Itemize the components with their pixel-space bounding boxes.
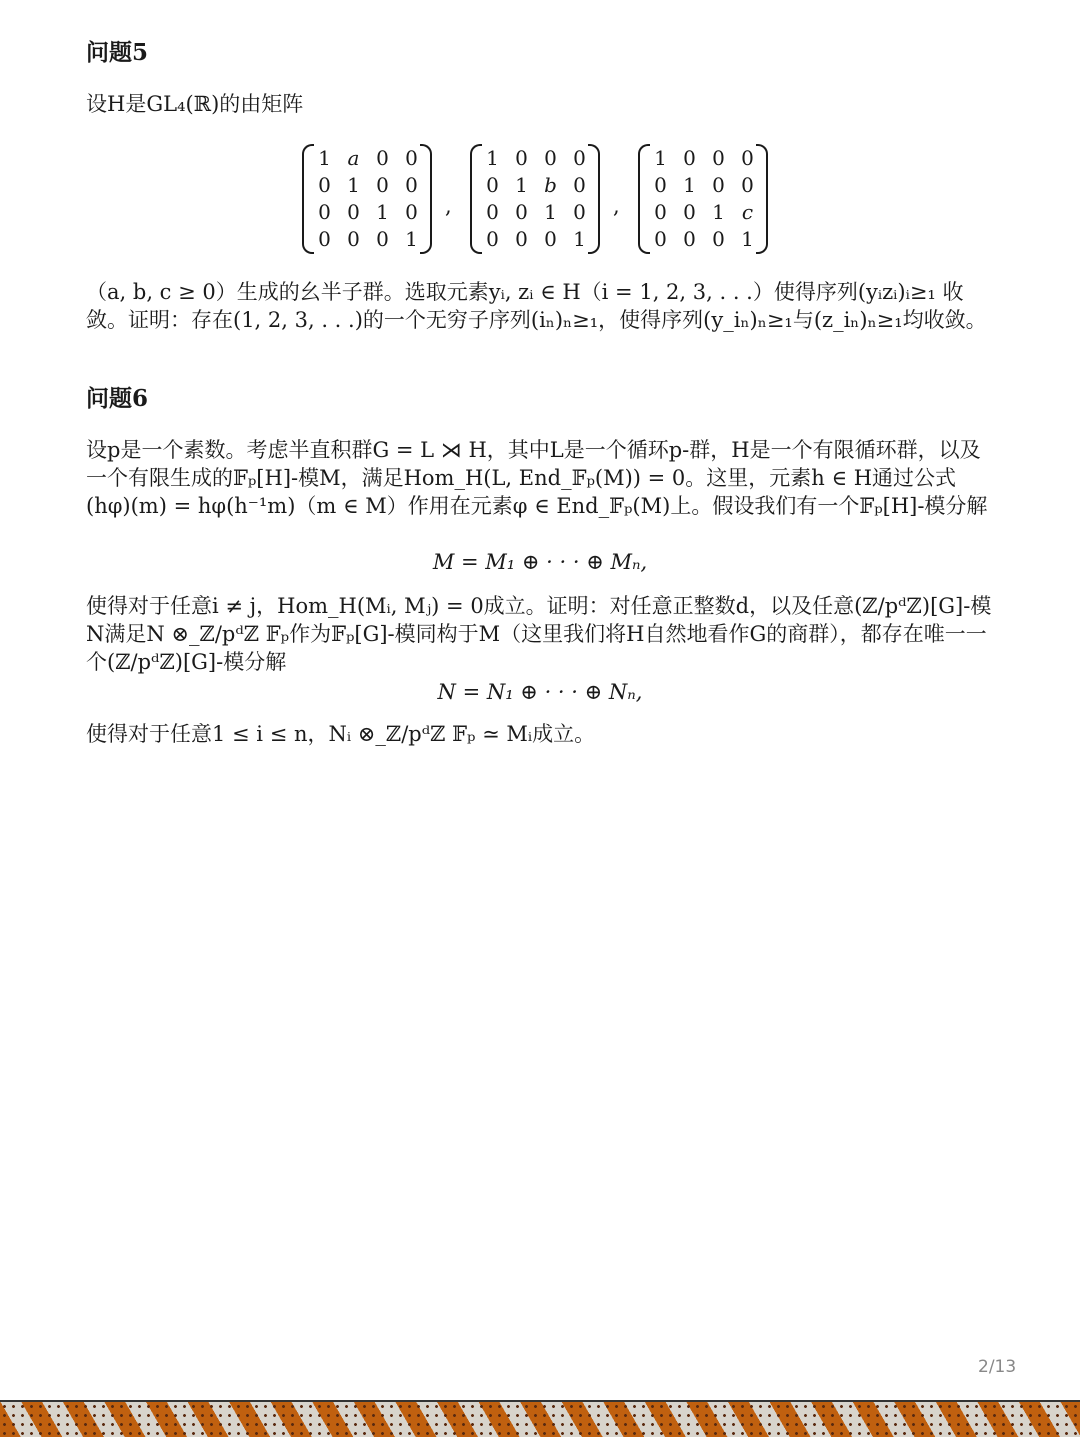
equation-n-decomposition: N = N₁ ⊕ · · · ⊕ Nₙ, bbox=[437, 680, 643, 704]
matrix-cell: 0 bbox=[405, 145, 418, 170]
matrix-cell: 1 bbox=[683, 172, 696, 197]
matrix-cell: 0 bbox=[683, 145, 696, 170]
matrix-cell: a bbox=[347, 145, 360, 170]
problem6-paragraph-3: 使得对于任意1 ≤ i ≤ n，Nᵢ ⊗_ℤ/pᵈℤ 𝔽ₚ ≃ Mᵢ成立。 bbox=[86, 722, 596, 746]
matrix-cell: 0 bbox=[515, 145, 528, 170]
matrix-cell: 0 bbox=[376, 226, 389, 251]
matrix-a bbox=[302, 142, 432, 254]
matrix-cell: 1 bbox=[486, 145, 499, 170]
matrix-cell: 0 bbox=[318, 172, 331, 197]
matrix-cell: 0 bbox=[573, 145, 586, 170]
matrix-cell: 0 bbox=[683, 226, 696, 251]
problem6-heading: 问题6 bbox=[86, 385, 149, 412]
problem6-paragraph-1: 设p是一个素数。考虑半直积群G = L ⋊ H，其中L是一个循环p-群，H是一个有限循环群，以及一个有限生成的𝔽ₚ[H]-模M，满足Hom_H(L, End_𝔽ₚ(M)) = 0。这里，元素h ∈ H通过公式(hφ)(m) = hφ(h⁻¹m)（m ∈ M）作用在元素φ ∈ End_𝔽ₚ(M)上。假设我们有一个𝔽ₚ[H]-模分解 bbox=[86, 438, 988, 518]
matrix-cell: 0 bbox=[515, 199, 528, 224]
matrix-cell: 0 bbox=[515, 226, 528, 251]
matrix-cell: 1 bbox=[712, 199, 725, 224]
matrix-cell: 1 bbox=[544, 199, 557, 224]
matrix-cell: 0 bbox=[741, 172, 754, 197]
matrix-cell: 0 bbox=[318, 199, 331, 224]
matrix-cell: 1 bbox=[654, 145, 667, 170]
equation-m-decomposition: M = M₁ ⊕ · · · ⊕ Mₙ, bbox=[432, 550, 648, 574]
matrix-cell: 0 bbox=[712, 145, 725, 170]
matrix-cell: 0 bbox=[318, 226, 331, 251]
matrix-b bbox=[470, 142, 600, 254]
matrix-cell: 1 bbox=[376, 199, 389, 224]
matrix-cell: 0 bbox=[741, 145, 754, 170]
matrix-cell: 1 bbox=[405, 226, 418, 251]
matrix-cell: 0 bbox=[654, 226, 667, 251]
matrix-cell: 0 bbox=[405, 199, 418, 224]
matrix-cell: 0 bbox=[712, 172, 725, 197]
matrix-cell: 0 bbox=[347, 199, 360, 224]
matrix-cell: 0 bbox=[347, 226, 360, 251]
matrix-cell: 0 bbox=[573, 172, 586, 197]
matrix-cell: 1 bbox=[573, 226, 586, 251]
matrix-cell: c bbox=[741, 199, 754, 224]
matrix-cell: 0 bbox=[544, 145, 557, 170]
matrix-separator: , bbox=[613, 194, 620, 218]
matrix-c bbox=[638, 142, 768, 254]
matrix-cell: 0 bbox=[654, 199, 667, 224]
matrix-separator: , bbox=[445, 194, 452, 218]
matrix-cell: 1 bbox=[318, 145, 331, 170]
matrix-cell: 0 bbox=[376, 145, 389, 170]
matrix-cell: 0 bbox=[405, 172, 418, 197]
problem5-heading: 问题5 bbox=[86, 39, 149, 66]
matrix-cell: 0 bbox=[376, 172, 389, 197]
matrix-cell: 0 bbox=[683, 199, 696, 224]
matrix-cell: 0 bbox=[486, 172, 499, 197]
matrix-cell: b bbox=[544, 172, 557, 197]
decorative-border-strip bbox=[0, 1400, 1080, 1437]
matrix-cell: 1 bbox=[515, 172, 528, 197]
matrix-cell: 0 bbox=[654, 172, 667, 197]
page-number: 2/13 bbox=[978, 1357, 1017, 1377]
problem6-paragraph-2: 使得对于任意i ≠ j，Hom_H(Mᵢ, Mⱼ) = 0成立。证明：对任意正整数d，以及任意(ℤ/pᵈℤ)[G]-模N满足N ⊗_ℤ/pᵈℤ 𝔽ₚ作为𝔽ₚ[G]-模同构于M（这里我们将H自然地看作G的商群），都存在唯一一个(ℤ/pᵈℤ)[G]-模分解 bbox=[86, 594, 992, 674]
matrix-cell: 0 bbox=[544, 226, 557, 251]
matrix-group bbox=[302, 142, 782, 254]
problem5-intro: 设H是GL₄(ℝ)的由矩阵 bbox=[86, 92, 304, 116]
matrix-cell: 0 bbox=[712, 226, 725, 251]
matrix-cell: 0 bbox=[573, 199, 586, 224]
matrix-cell: 1 bbox=[347, 172, 360, 197]
matrix-cell: 1 bbox=[741, 226, 754, 251]
matrix-cell: 0 bbox=[486, 226, 499, 251]
matrix-cell: 0 bbox=[486, 199, 499, 224]
problem5-body: （a, b, c ≥ 0）生成的幺半子群。选取元素yᵢ, zᵢ ∈ H（i = 1, 2, 3, . . .）使得序列(yᵢzᵢ)ᵢ≥₁ 收敛。证明：存在(1, 2, 3, . . .)的一个无穷子序列(iₙ)ₙ≥₁，使得序列(y_iₙ)ₙ≥₁与(z_iₙ)ₙ≥₁均收敛。 bbox=[86, 280, 987, 332]
